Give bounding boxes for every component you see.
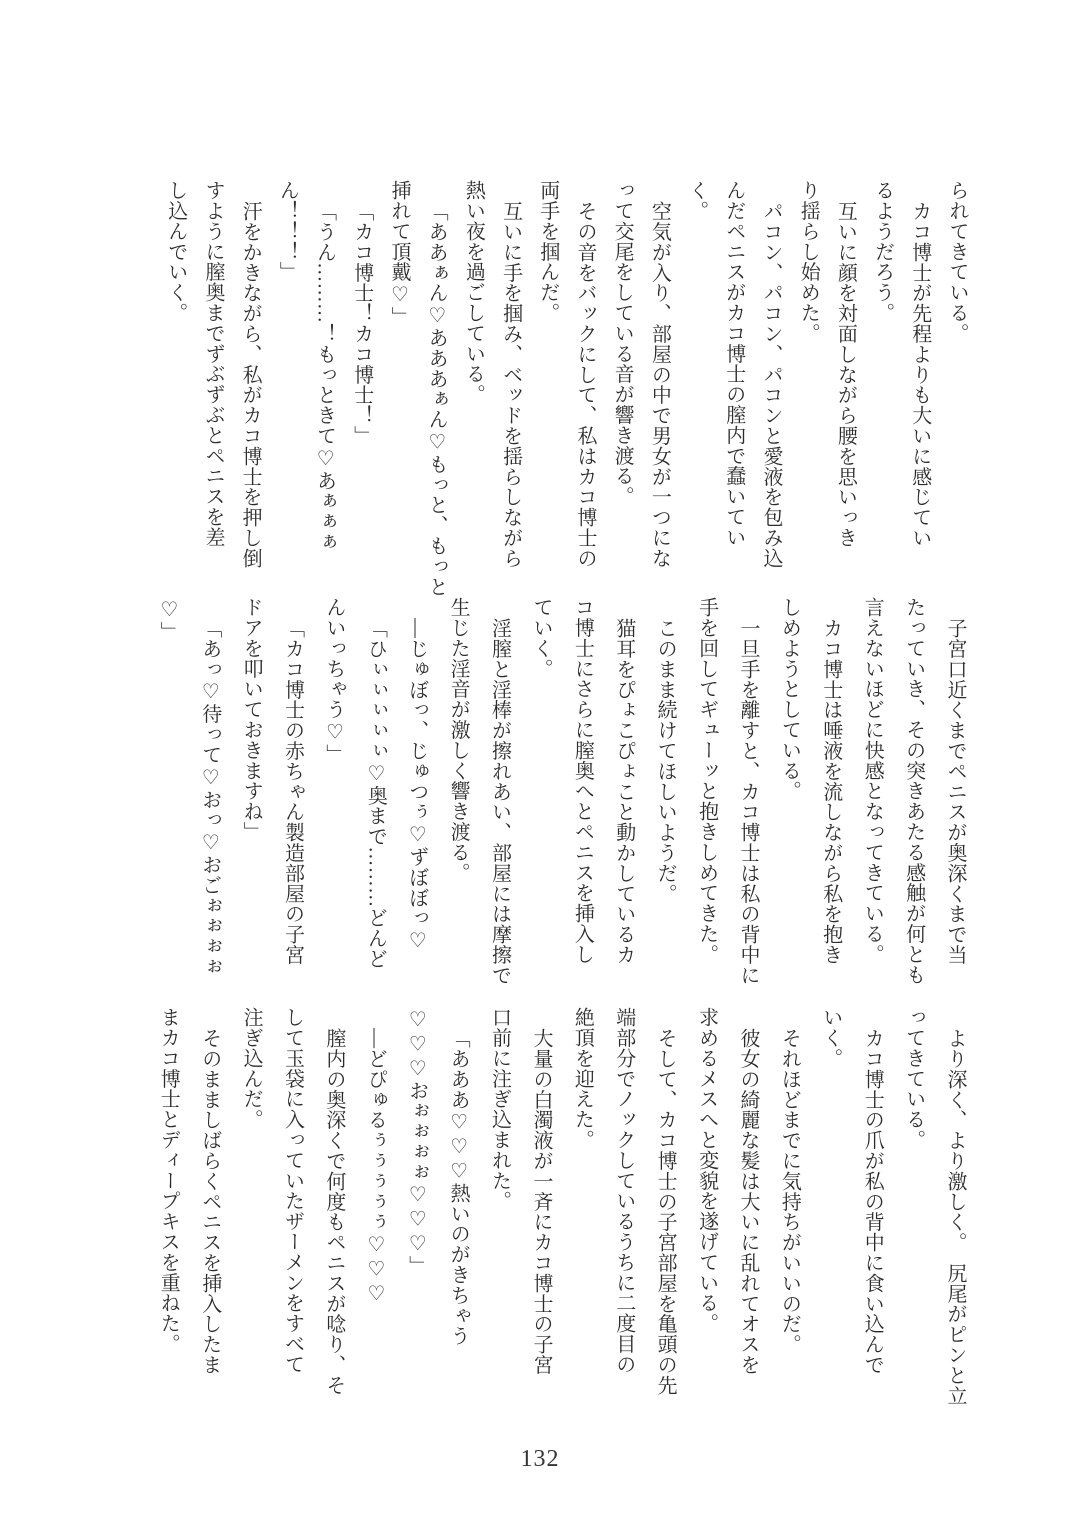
text-column: 注ぎ込んだ。: [240, 1007, 263, 1130]
text-band-bottom: [147, 1007, 975, 1421]
text-column: して玉袋に入っていたザーメンをすべて: [281, 1007, 304, 1375]
text-column: パコン、パコン、パコンと愛液を包み込: [759, 200, 782, 568]
text-column: ドアを叩いておきますね」: [240, 597, 263, 842]
text-column: 「カコ博士の赤ちゃん製造部屋の子宮: [281, 617, 304, 965]
text-column: 両手を掴んだ。: [536, 180, 559, 323]
text-column: 「ああぁん♡あああぁん♡もっと、もっと: [425, 200, 448, 597]
text-column: 手を回してギューッと抱きしめてきた。: [695, 597, 718, 965]
text-column: その音をバックにして、私はカコ博士の: [573, 200, 596, 568]
text-column: カコ博士の爪が私の背中に食い込んで: [861, 1027, 884, 1375]
text-column: 「ひぃぃぃぃぃ♡奥まで………どんど: [364, 617, 387, 969]
text-column: 空気が入り、部屋の中で男女が一つにな: [648, 200, 671, 568]
text-column: 求めるメスへと変貌を遂げている。: [695, 1007, 718, 1334]
text-column: ん！！！」: [276, 180, 299, 282]
page-number: 132: [520, 1446, 560, 1472]
text-column: 互いに手を掴み、ベッドを揺らしながら: [499, 200, 522, 568]
text-column: ―じゅぼっ、じゅつぅ♡ずぼぼっ♡: [405, 617, 428, 952]
text-column: 口前に注ぎ込まれた。: [488, 1007, 511, 1211]
text-column: 熱い夜を過ごしている。: [462, 180, 485, 405]
text-column: 生じた淫音が激しく響き渡る。: [447, 597, 470, 883]
text-column: いく。: [819, 1007, 842, 1069]
text-column: って交尾をしている音が響き渡る。: [611, 180, 634, 507]
text-column: 「あっ♡待って♡おっ♡おごぉぉぉぉ: [198, 617, 221, 977]
text-column: 彼女の綺麗な髪は大いに乱れてオスを: [736, 1027, 759, 1375]
text-column: 大量の白濁液が一斉にカコ博士の子宮: [529, 1027, 552, 1375]
text-column: るようだろう。: [871, 180, 894, 323]
text-column: 一旦手を離すと、カコ博士は私の背中に: [736, 617, 759, 985]
text-column: ♡」: [157, 597, 180, 642]
text-column: り揺らし始めた。: [797, 180, 820, 344]
text-column: 猫耳をぴょこぴょこと動かしているカ: [612, 617, 635, 965]
text-column: んだペニスがカコ博士の膣内で蠢いてい: [722, 180, 745, 548]
text-column: そのまましばらくペニスを挿入したま: [198, 1027, 221, 1375]
text-column: すように膣奥までずぶずぶとペニスを差: [201, 180, 224, 548]
text-column: 「カコ博士！カコ博士！」: [350, 200, 373, 446]
text-column: く。: [685, 180, 708, 221]
text-column: それほどまでに気持ちがいいのだ。: [778, 1027, 801, 1354]
text-band-top: [157, 180, 975, 597]
text-column: しめようとしている。: [778, 597, 801, 801]
text-column: このまま続けてほしいようだ。: [654, 617, 677, 904]
text-column: カコ博士が先程よりも大いに感じてい: [908, 200, 931, 548]
text-column: 絶頂を迎えた。: [571, 1007, 594, 1150]
text-column: そして、カコ博士の子宮部屋を亀頭の先: [654, 1027, 677, 1395]
text-column: ってきている。: [902, 1007, 925, 1150]
text-column: 子宮口近くまでペニスが奥深くまで当: [944, 617, 966, 965]
text-column: 挿れて頂戴♡」: [387, 180, 410, 327]
text-column: ―どぴゅるぅぅぅぅぅ♡♡♡: [364, 1027, 387, 1305]
text-column: ♡♡♡おぉぉぉぉ♡♡♡」: [405, 1007, 428, 1276]
text-column: まカコ博士とディープキスを重ねた。: [157, 1007, 180, 1354]
text-column: られてきている。: [946, 180, 968, 344]
text-column: コ博士にさらに膣奥へとペニスを挿入し: [571, 597, 594, 965]
text-band-middle: [147, 597, 975, 1011]
text-column: 膣内の奥深くで何度もペニスが唸り、そ: [322, 1027, 345, 1395]
text-column: 「うん………！もっときて♡あぁぁぁ: [313, 200, 336, 552]
text-column: 言えないほどに快感となってきている。: [861, 597, 884, 965]
text-column: ていく。: [529, 597, 552, 679]
text-column: カコ博士は唾液を流しながら私を抱き: [819, 617, 842, 965]
text-column: し込んでいく。: [164, 180, 187, 323]
text-column: たっていき、その突きあたる感触が何とも: [902, 597, 925, 985]
text-column: 淫膣と淫棒が擦れあい、部屋には摩擦で: [488, 617, 511, 985]
text-column: 端部分でノックしているうちに二度目の: [612, 1007, 635, 1375]
text-column: 汗をかきながら、私がカコ博士を押し倒: [239, 200, 262, 568]
text-column: んいっちゃう♡」: [322, 597, 345, 765]
text-column: より深く、より激しく。 尻尾がピンと立: [944, 1027, 966, 1406]
text-column: 互いに顔を対面しながら腰を思いっき: [834, 200, 857, 548]
text-column: 「あああ♡♡♡熱いのがきちゃう: [447, 1027, 470, 1346]
